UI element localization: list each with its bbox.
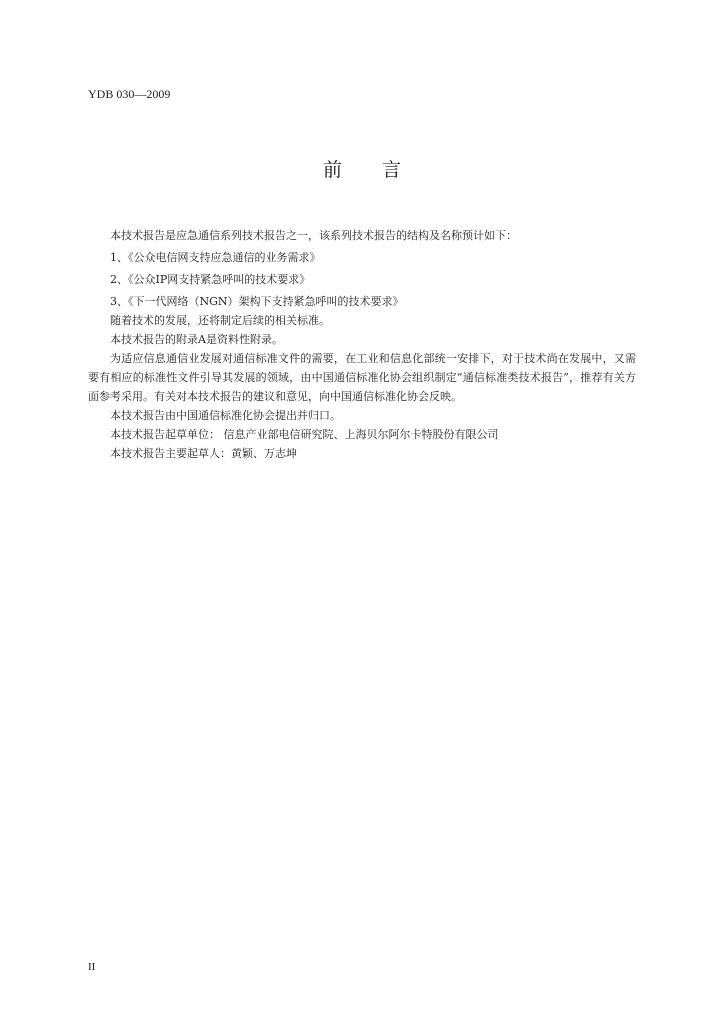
paragraph-intro: 本技术报告是应急通信系列技术报告之一，该系列技术报告的结构及名称预计如下： <box>110 229 517 242</box>
paragraph-drafting-units: 本技术报告起草单位： 信息产业部电信研究院、上海贝尔阿尔卡特股份有限公司 <box>110 428 499 441</box>
paragraph-proposer: 本技术报告由中国通信标准化协会提出并归口。 <box>110 409 341 422</box>
title-char-2: 言 <box>382 159 402 181</box>
paragraph-appendix: 本技术报告的附录A是资料性附录。 <box>110 333 283 346</box>
list-item-2: 2、《公众IP网支持紧急呼叫的技术要求》 <box>110 273 311 286</box>
list-item-1: 1、《公众电信网支持应急通信的业务需求》 <box>110 251 321 264</box>
page-number: II <box>88 961 96 973</box>
page-title <box>0 155 724 182</box>
paragraph-future-standards: 随着技术的发展，还将制定后续的相关标准。 <box>110 314 330 327</box>
paragraph-drafters: 本技术报告主要起草人：黄颖、万志坤 <box>110 447 297 460</box>
title-char-1: 前 <box>322 159 342 181</box>
list-item-3: 3、《下一代网络（NGN）架构下支持紧急呼叫的技术要求》 <box>110 295 404 308</box>
document-code: YDB 030—2009 <box>88 87 171 101</box>
paragraph-purpose: 为适应信息通信业发展对通信标准文件的需要，在工业和信息化部统一安排下，对于技术尚在发展中，又需要有相应的标准性文件引导其发展的领域，由中国通信标准化协会组织制定“通信标准类技术报告”，推荐有关方面参考采用。有关对本技术报告的建议和意见，向中国通信标准化协会反映。 <box>88 352 636 403</box>
foreword-body <box>88 226 636 463</box>
